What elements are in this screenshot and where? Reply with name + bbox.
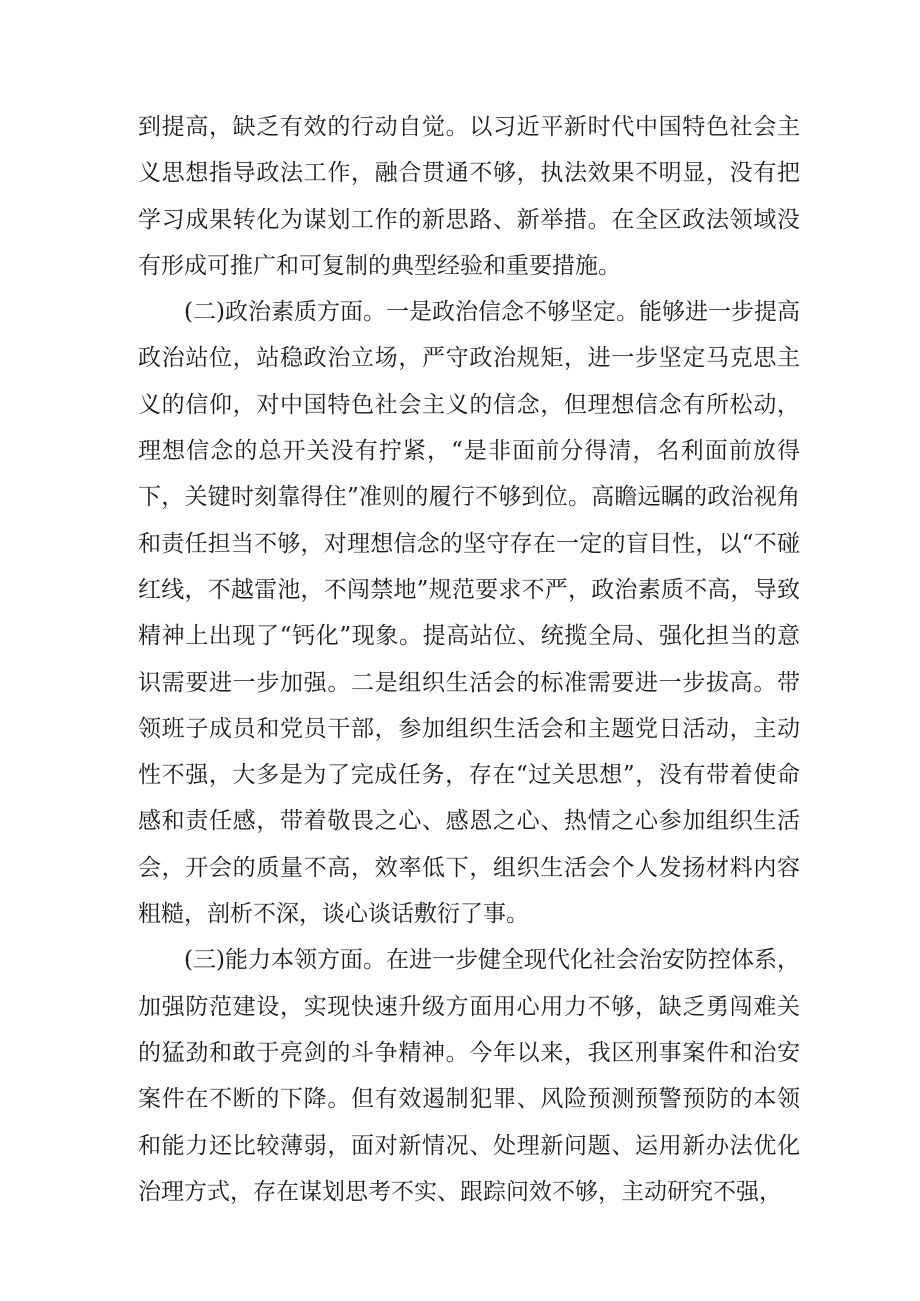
document-body bbox=[138, 104, 800, 1215]
paragraph-continuation: 到提高，缺乏有效的行动自觉。以习近平新时代中国特色社会主义思想指导政法工作，融合贯通不够，执法效果不明显，没有把学习成果转化为谋划工作的新思路、新举措。在全区政法领域没有形成可推广和可复制的典型经验和重要措施。 bbox=[138, 114, 800, 279]
paragraph-ability: (三)能力本领方面。在进一步健全现代化社会治安防控体系，加强防范建设，实现快速升级方面用心用力不够，缺乏勇闯难关的猛劲和敢于亮剑的斗争精神。今年以来，我区刑事案件和治安案件在不断的下降。但有效遏制犯罪、风险预测预警预防的本领和能力还比较薄弱，面对新情况、处理新问题、运用新办法优化治理方式，存在谋划思考不实、跟踪问效不够，主动研究不强， bbox=[138, 947, 800, 1205]
paragraph-political-quality: (二)政治素质方面。一是政治信念不够坚定。能够进一步提高政治站位，站稳政治立场，严守政治规矩，进一步坚定马克思主义的信仰，对中国特色社会主义的信念，但理想信念有所松动，理想信念的总开关没有拧紧，“是非面前分得清，名利面前放得下，关键时刻靠得住”准则的履行不够到位。高瞻远瞩的政治视角和责任担当不够，对理想信念的坚守存在一定的盲目性，以“不碰红线，不越雷池，不闯禁地”规范要求不严，政治素质不高，导致精神上出现了“钙化”现象。提高站位、统揽全局、强化担当的意识需要进一步加强。二是组织生活会的标准需要进一步拔高。带领班子成员和党员干部，参加组织生活会和主题党日活动，主动性不强，大多是为了完成任务，存在“过关思想”，没有带着使命感和责任感，带着敬畏之心、感恩之心、热情之心参加组织生活会，开会的质量不高，效率低下，组织生活会个人发扬材料内容粗糙，剖析不深，谈心谈话敷衍了事。 bbox=[138, 299, 800, 928]
